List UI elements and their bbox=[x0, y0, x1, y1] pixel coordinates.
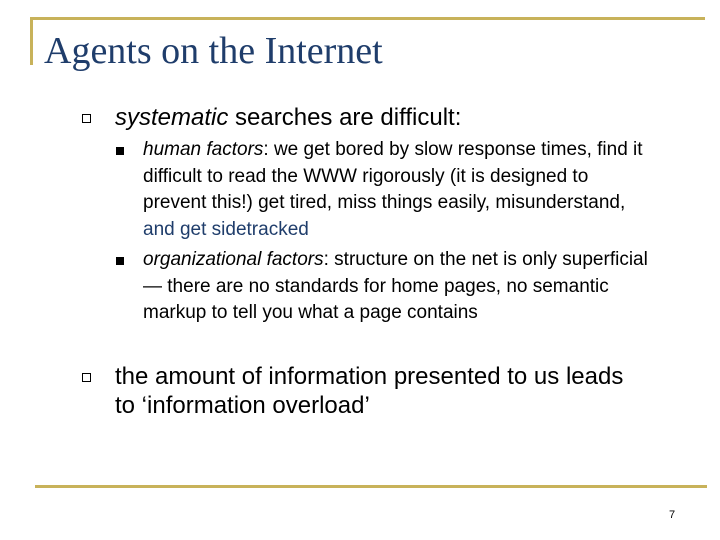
bullet-text: the amount of information presented to us leads to ‘information overload’ bbox=[115, 363, 624, 419]
bullet-text: searches are difficult: bbox=[228, 104, 462, 131]
sub-bullet-highlight: and get sidetracked bbox=[143, 218, 309, 240]
slide-title: Agents on the Internet bbox=[44, 30, 383, 72]
left-border-line bbox=[30, 17, 33, 65]
bullet-emphasis: systematic bbox=[115, 104, 229, 131]
bullet-systematic-searches bbox=[115, 103, 695, 132]
bottom-border-line bbox=[35, 485, 707, 488]
filled-square-bullet-icon bbox=[116, 147, 124, 155]
sub-bullet-organizational-factors bbox=[143, 247, 653, 327]
sub-bullet-text: : structure on the net is only superficial — there are no standards for home pages, no semantic markup to tell you what a page contains bbox=[143, 249, 648, 323]
page-number: 7 bbox=[669, 509, 676, 521]
sub-bullet-emphasis: human factors bbox=[143, 139, 264, 160]
hollow-square-bullet-icon bbox=[82, 114, 91, 123]
bullet-information-overload bbox=[115, 362, 645, 420]
filled-square-bullet-icon bbox=[116, 257, 124, 265]
sub-bullet-human-factors bbox=[143, 137, 653, 243]
sub-bullet-text: : we get bored by slow response times, find it difficult to read the WWW rigorously (it is designed to prevent this!) get tired, miss things easily, misunderstand, bbox=[143, 139, 643, 213]
sub-bullet-emphasis: organizational factors bbox=[143, 249, 324, 270]
top-border-line bbox=[30, 17, 705, 20]
hollow-square-bullet-icon bbox=[82, 373, 91, 382]
